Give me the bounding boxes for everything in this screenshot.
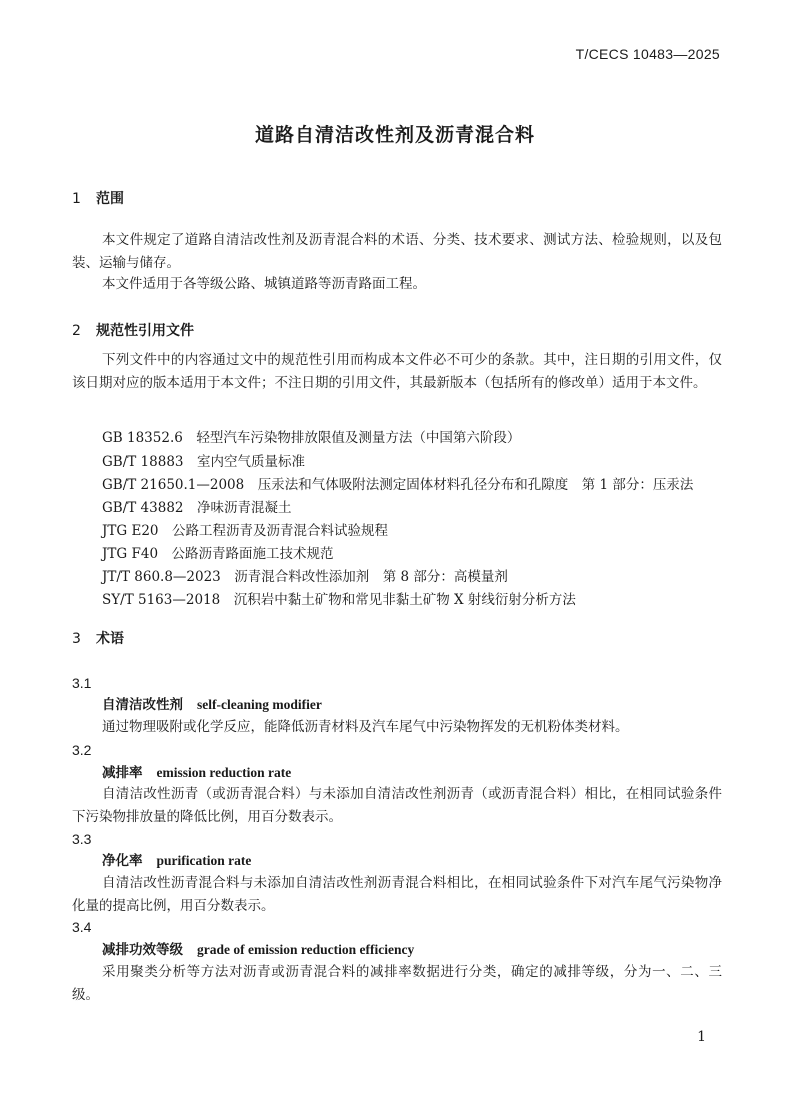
standard-number: T/CECS 10483—2025 [575,46,720,62]
term-definition: 采用聚类分析等方法对沥青或沥青混合料的减排率数据进行分类，确定的减排等级，分为一、二、三级。 [72,964,722,1003]
term-name-zh: 减排功效等级 [102,942,183,958]
term-name [102,693,322,717]
section-title: 规范性引用文件 [96,323,194,339]
term-name-en: purification rate [156,853,252,868]
reference-item: JTG F40 公路沥青路面施工技术规范 [102,546,334,562]
term-number: 3.2 [72,742,92,758]
term-definition: 自清洁改性沥青（或沥青混合料）与未添加自清洁改性剂沥青（或沥青混合料）相比，在相同试验条件下污染物排放量的降低比例，用百分数表示。 [72,786,722,825]
section-title: 术语 [96,631,124,647]
term-name-en: self-cleaning modifier [197,697,322,712]
term-number: 3.1 [72,675,92,691]
reference-item: GB 18352.6 轻型汽车污染物排放限值及测量方法（中国第六阶段） [102,430,521,446]
section-1-heading [72,188,124,208]
scope-paragraph-2: 本文件适用于各等级公路、城镇道路等沥青路面工程。 [102,276,426,292]
term-name-en: grade of emission reduction efficiency [197,942,415,957]
scope-paragraph-1: 本文件规定了道路自清洁改性剂及沥青混合料的术语、分类、技术要求、测试方法、检验规则，以及包装、运输与储存。 [72,232,722,271]
term-name-zh: 减排率 [102,765,143,781]
reference-item: GB/T 43882 净味沥青混凝土 [102,500,292,516]
term-name-zh: 自清洁改性剂 [102,697,183,713]
section-title: 范围 [96,191,124,207]
term-name-en: emission reduction rate [156,765,292,780]
term-definition: 自清洁改性沥青混合料与未添加自清洁改性剂沥青混合料相比，在相同试验条件下对汽车尾气污染物净化量的提高比例，用百分数表示。 [72,875,722,914]
term-definition: 通过物理吸附或化学反应，能降低沥青材料及汽车尾气中污染物挥发的无机粉体类材料。 [102,719,629,735]
section-2-heading [72,320,194,340]
page-number: 1 [697,1029,706,1045]
reference-item: JTG E20 公路工程沥青及沥青混合料试验规程 [102,523,389,539]
reference-item: JT/T 860.8—2023 沥青混合料改性添加剂 第 8 部分：高模量剂 [102,569,508,585]
document-title: 道路自清洁改性剂及沥青混合料 [254,124,535,146]
term-name [102,849,251,873]
term-number: 3.3 [72,831,92,847]
term-name-zh: 净化率 [102,853,143,869]
reference-item: GB/T 18883 室内空气质量标准 [102,454,305,470]
term-name [102,938,414,962]
term-number: 3.4 [72,919,92,935]
section-number: 3 [72,631,81,647]
section-3-heading [72,628,124,648]
references-intro: 下列文件中的内容通过文中的规范性引用而构成本文件必不可少的条款。其中，注日期的引用文件，仅该日期对应的版本适用于本文件；不注日期的引用文件，其最新版本（包括所有的修改单）适用于本文件。 [72,352,722,391]
term-name [102,761,291,785]
reference-item: GB/T 21650.1—2008 压汞法和气体吸附法测定固体材料孔径分布和孔隙度 第 1 部分：压汞法 [102,477,694,493]
section-number: 1 [72,191,81,207]
reference-item: SY/T 5163—2018 沉积岩中黏土矿物和常见非黏土矿物 X 射线衍射分析方法 [102,592,576,608]
section-number: 2 [72,323,81,339]
